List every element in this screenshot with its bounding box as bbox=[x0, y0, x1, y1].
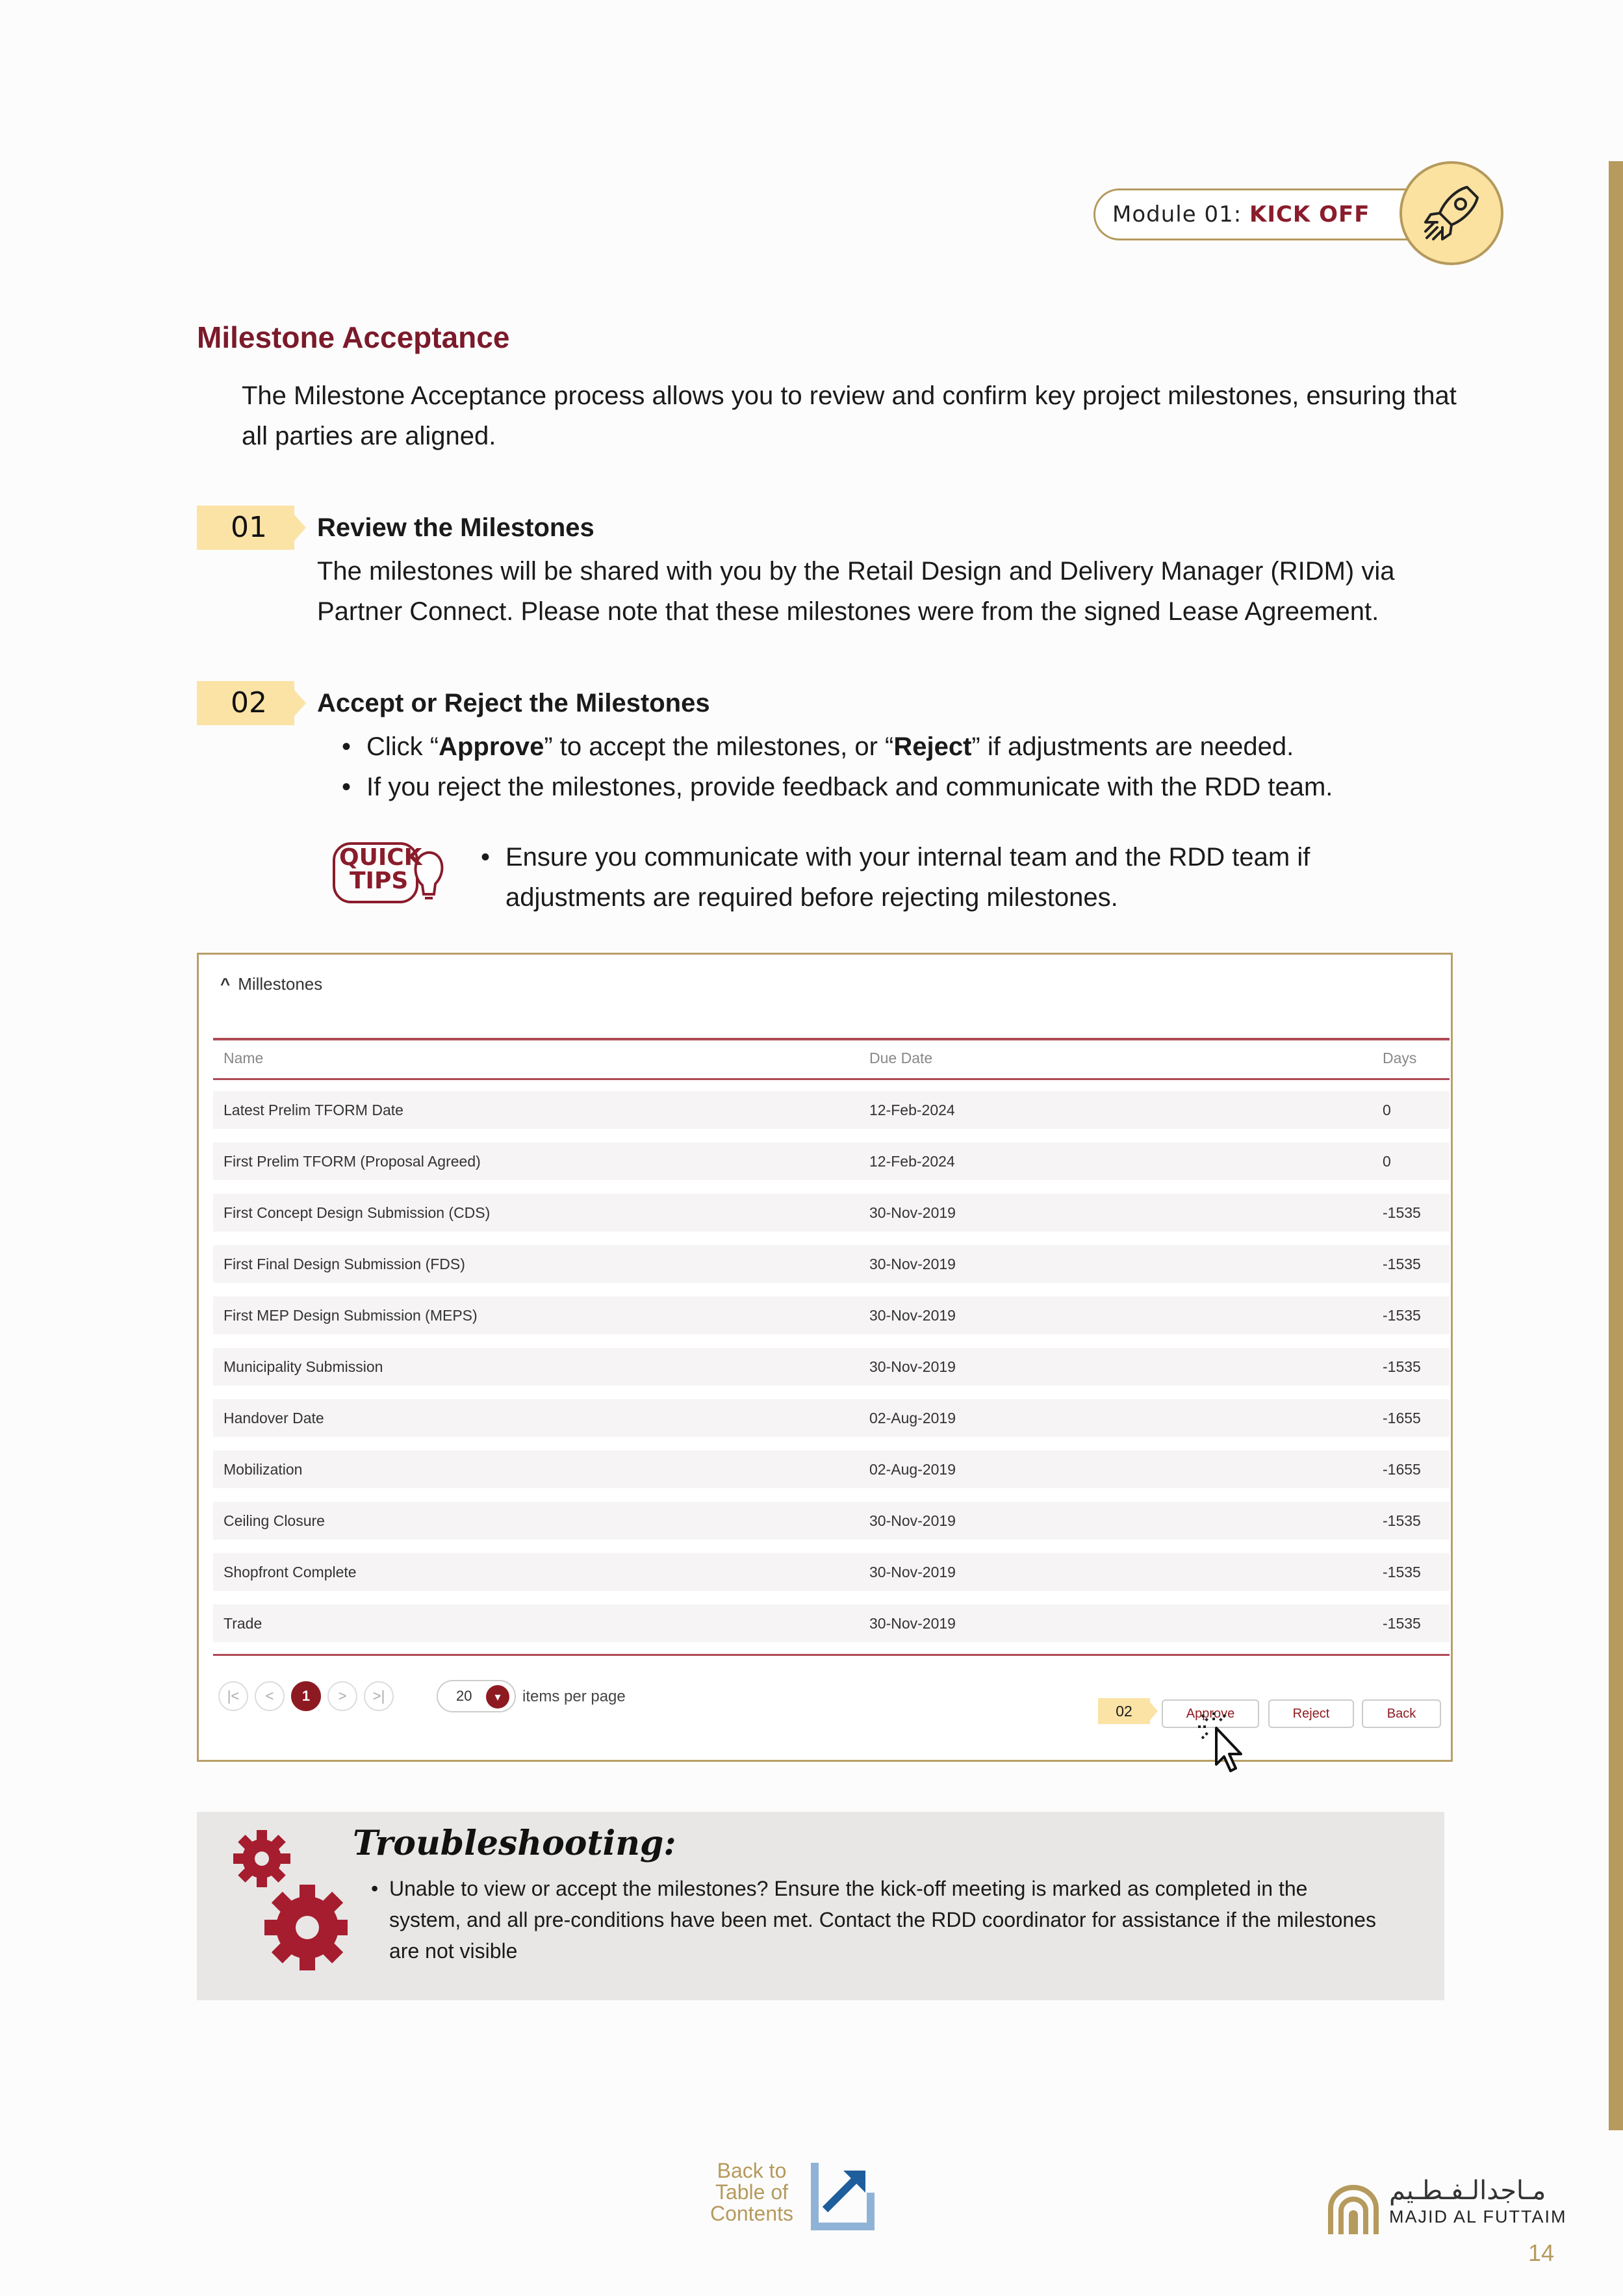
table-row[interactable] bbox=[213, 1348, 1450, 1386]
bullet-feedback: • If you reject the milestones, provide feedback and communicate with the RDD team. bbox=[338, 767, 1481, 807]
row-days: 0 bbox=[1383, 1153, 1391, 1170]
row-due-date: 30-Nov-2019 bbox=[869, 1512, 956, 1529]
header-divider bbox=[213, 1038, 1450, 1040]
quick-tips-line2: TIPS bbox=[350, 868, 409, 894]
row-days: -1655 bbox=[1383, 1410, 1421, 1426]
subheader-divider bbox=[213, 1078, 1450, 1080]
troubleshooting-title: Troubleshooting: bbox=[353, 1824, 676, 1863]
page-number: 14 bbox=[1528, 2239, 1555, 2266]
row-name: Trade bbox=[224, 1615, 262, 1632]
bullet-approve-reject: • Click “Approve” to accept the milestones, or “Reject” if adjustments are needed. bbox=[338, 727, 1481, 767]
table-row[interactable] bbox=[213, 1296, 1450, 1334]
milestones-toggle[interactable] bbox=[220, 974, 322, 994]
row-name: Shopfront Complete bbox=[224, 1564, 357, 1580]
back-line-2: Table of bbox=[715, 2180, 789, 2204]
column-days: Days bbox=[1383, 1050, 1417, 1066]
back-line-1: Back to bbox=[717, 2159, 787, 2182]
brand-name-arabic: مـاجدالـفـطـيم bbox=[1389, 2176, 1546, 2206]
quick-tips-line1: QUICK bbox=[339, 844, 422, 871]
troubleshooting-text: • Unable to view or accept the milestones? Ensure the kick-off meeting is marked as completed in the system, and all pre-conditions have been met. Contact the RDD coordinator for assistance if the milestones are not visible bbox=[367, 1873, 1381, 1967]
intro-paragraph: The Milestone Acceptance process allows you to review and confirm key project milestones, ensuring that all parties are aligned. bbox=[242, 381, 1457, 450]
row-name: First Final Design Submission (FDS) bbox=[224, 1256, 465, 1272]
row-days: -1535 bbox=[1383, 1204, 1421, 1221]
per-page-label: items per page bbox=[522, 1688, 626, 1705]
row-days: -1655 bbox=[1383, 1461, 1421, 1478]
prev-page-button[interactable]: < bbox=[255, 1681, 285, 1711]
row-due-date: 02-Aug-2019 bbox=[869, 1410, 956, 1426]
row-name: Mobilization bbox=[224, 1461, 303, 1478]
row-due-date: 12-Feb-2024 bbox=[869, 1102, 955, 1118]
row-due-date: 02-Aug-2019 bbox=[869, 1461, 956, 1478]
row-days: -1535 bbox=[1383, 1564, 1421, 1580]
reject-button[interactable]: Reject bbox=[1268, 1699, 1354, 1728]
row-days: -1535 bbox=[1383, 1512, 1421, 1529]
row-days: -1535 bbox=[1383, 1615, 1421, 1632]
back-to-toc-link[interactable] bbox=[703, 2160, 800, 2225]
step-02-heading: Accept or Reject the Milestones bbox=[317, 689, 710, 717]
row-days: -1535 bbox=[1383, 1256, 1421, 1272]
table-row[interactable] bbox=[213, 1553, 1450, 1591]
row-name: First Prelim TFORM (Proposal Agreed) bbox=[224, 1153, 481, 1170]
first-page-button[interactable]: |< bbox=[218, 1681, 248, 1711]
page-1-button[interactable]: 1 bbox=[291, 1681, 321, 1711]
row-due-date: 30-Nov-2019 bbox=[869, 1564, 956, 1580]
table-row[interactable] bbox=[213, 1399, 1450, 1437]
column-due-date: Due Date bbox=[869, 1050, 933, 1066]
troubleshooting-list bbox=[367, 1873, 1381, 1967]
step-01-tag: 01 bbox=[197, 506, 294, 550]
table-row[interactable] bbox=[213, 1245, 1450, 1283]
quick-tip-text: • Ensure you communicate with your internal team and the RDD team if adjustments are required before rejecting milestones. bbox=[477, 837, 1412, 918]
next-page-button[interactable]: > bbox=[327, 1681, 357, 1711]
last-page-button[interactable]: >| bbox=[364, 1681, 394, 1711]
footer-divider bbox=[213, 1654, 1450, 1656]
section-title: Milestone Acceptance bbox=[197, 320, 510, 354]
table-row[interactable] bbox=[213, 1605, 1450, 1642]
chevron-up-icon: ^ bbox=[220, 974, 231, 994]
row-name: Latest Prelim TFORM Date bbox=[224, 1102, 403, 1118]
step-01-body: The milestones will be shared with you by the Retail Design and Delivery Manager (RIDM) via Partner Connect. Please note that these milestones were from the signed Lease Agreement. bbox=[317, 557, 1395, 626]
table-row[interactable] bbox=[213, 1451, 1450, 1488]
cursor-click-icon bbox=[1194, 1709, 1257, 1774]
row-name: Handover Date bbox=[224, 1410, 324, 1426]
module-prefix: Module 01: bbox=[1112, 201, 1249, 227]
row-due-date: 30-Nov-2019 bbox=[869, 1204, 956, 1221]
brand-logo-icon bbox=[1327, 2185, 1380, 2234]
brand-name: MAJID AL FUTTAIM bbox=[1389, 2207, 1567, 2226]
module-name: KICK OFF bbox=[1249, 201, 1370, 227]
milestones-panel bbox=[197, 953, 1453, 1762]
step-02-bullets bbox=[338, 727, 1481, 807]
row-days: -1535 bbox=[1383, 1358, 1421, 1375]
row-days: 0 bbox=[1383, 1102, 1391, 1118]
quick-tips-badge bbox=[331, 840, 448, 905]
gears-icon bbox=[231, 1826, 348, 1982]
row-due-date: 12-Feb-2024 bbox=[869, 1153, 955, 1170]
milestones-title: Millestones bbox=[238, 974, 323, 994]
row-due-date: 30-Nov-2019 bbox=[869, 1307, 956, 1324]
row-name: Ceiling Closure bbox=[224, 1512, 325, 1529]
back-line-3: Contents bbox=[709, 2202, 794, 2225]
table-row[interactable] bbox=[213, 1194, 1450, 1232]
table-row[interactable] bbox=[213, 1502, 1450, 1540]
per-page-select[interactable]: 20 bbox=[437, 1680, 516, 1712]
edge-accent-bar bbox=[1609, 161, 1623, 2130]
row-name: Municipality Submission bbox=[224, 1358, 383, 1375]
step-01-heading: Review the Milestones bbox=[317, 513, 594, 542]
table-row[interactable] bbox=[213, 1142, 1450, 1180]
back-button[interactable]: Back bbox=[1362, 1699, 1441, 1728]
quick-tips-bullets bbox=[477, 837, 1412, 918]
row-due-date: 30-Nov-2019 bbox=[869, 1358, 956, 1375]
external-link-icon[interactable] bbox=[803, 2159, 876, 2232]
chevron-down-icon[interactable]: ▾ bbox=[486, 1685, 509, 1709]
step-02-tag: 02 bbox=[197, 681, 294, 725]
row-due-date: 30-Nov-2019 bbox=[869, 1256, 956, 1272]
rocket-icon bbox=[1399, 161, 1503, 265]
column-name: Name bbox=[224, 1050, 264, 1066]
troubleshooting-box bbox=[197, 1812, 1444, 2000]
approve-button[interactable]: Approve bbox=[1162, 1699, 1259, 1728]
row-days: -1535 bbox=[1383, 1307, 1421, 1324]
row-name: First Concept Design Submission (CDS) bbox=[224, 1204, 491, 1221]
step-02-mini-tag: 02 bbox=[1098, 1698, 1150, 1724]
row-name: First MEP Design Submission (MEPS) bbox=[224, 1307, 478, 1324]
row-due-date: 30-Nov-2019 bbox=[869, 1615, 956, 1632]
table-row[interactable] bbox=[213, 1091, 1450, 1129]
